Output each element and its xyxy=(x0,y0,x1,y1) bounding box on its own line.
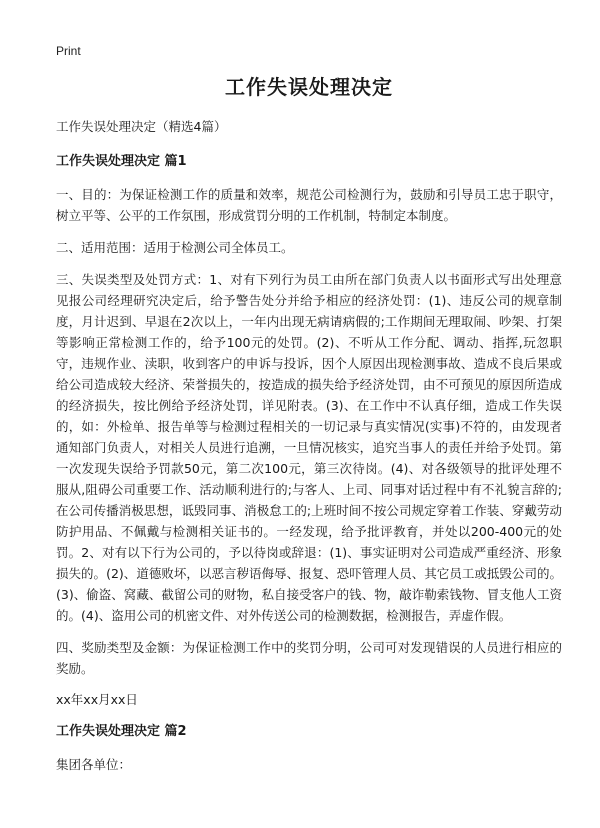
section-2-heading: 工作失误处理决定 篇2 xyxy=(56,724,187,739)
section-1-paragraph-penalties: 三、失误类型及处罚方式：1、对有下列行为员工由所在部门负责人以书面形式写出处理意见报公司经理研究决定后，给予警告处分并给予相应的经济处罚：(1)、违反公司的规章制度，月计迟到、早退在2次以上，一年内出现无病请病假的;工作期间无理取闹、吵架、打架等影响正常检测工作的，给予100元的处罚。(2)、不听从工作分配、调动、指挥,玩忽职守，违规作业、渎职，收到客户的申诉与投诉，因个人原因出现检测事故、造成不良后果或给公司造成较大经济、荣誉损失的，按造成的损失给予经济处罚，由不可预见的原因所造成的经济损失，按比例给予经济处罚，详见附表。(3)、在工作中不认真仔细，造成工作失误的，如：外检单、报告单等与检测过程相关的一切记录与真实情况(实事)不符的，由发现者通知部门负责人，对相关人员进行追溯，一旦情况核实，追究当事人的责任并给予处罚。第一次发现失误给予罚款50元，第二次100元，第三次待岗。(4)、对各级领导的批评处理不服从,阻碍公司重要工作、活动顺利进行的;与客人、上司、同事对话过程中有不礼貌言辞的;在公司传播消极思想，诋毁同事、消极怠工的;上班时间不按公司规定穿着工作装、穿戴劳动防护用品、不佩戴与检测相关证书的。一经发现，给予批评教育，并处以200-400元的处罚。2、对有以下行为公司的，予以待岗或辞退：(1)、事实证明对公司造成严重经济、形象损失的。(2)、道德败坏，以恶言秽语侮辱、报复、恐吓管理人员、其它员工或抵毁公司的。(3)、偷盗、窝藏、截留公司的财物，私自接受客户的钱、物，敲诈勒索钱物、冒支他人工资的。(4)、盗用公司的机密文件、对外传送公司的检测数据，检测报告，弄虚作假。 xyxy=(56,272,562,623)
section-2-paragraph-salutation: 集团各单位： xyxy=(56,757,132,772)
document-subtitle: 工作失误处理决定（精选4篇） xyxy=(56,119,227,134)
print-label: Print xyxy=(56,44,81,58)
section-1-paragraph-purpose: 一、目的：为保证检测工作的质量和效率，规范公司检测行为，鼓励和引导员工忠于职守，树立平等、公平的工作氛围，形成赏罚分明的工作机制，特制定本制度。 xyxy=(56,187,562,223)
section-1-paragraph-rewards: 四、奖励类型及金额：为保证检测工作中的奖罚分明，公司可对发现错误的人员进行相应的奖励。 xyxy=(56,640,562,676)
section-1-heading: 工作失误处理决定 篇1 xyxy=(56,154,187,169)
section-1-paragraph-scope: 二、适用范围：适用于检测公司全体员工。 xyxy=(56,240,294,255)
section-1-date: xx年xx月xx日 xyxy=(56,692,138,707)
document-title: 工作失误处理决定 xyxy=(225,75,393,99)
